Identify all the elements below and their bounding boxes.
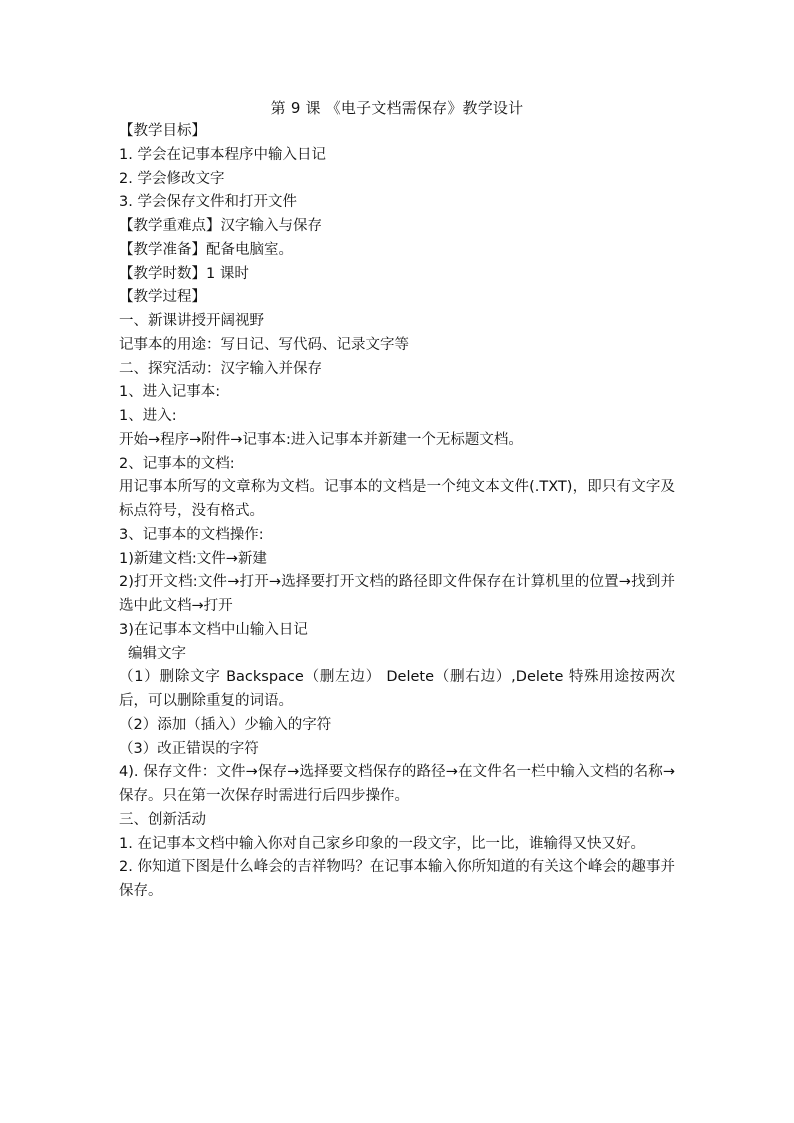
activity-item: 1. 在记事本文档中输入你对自己家乡印象的一段文字，比一比，谁输得又快又好。 <box>119 835 645 852</box>
step-heading: 1、进入: <box>119 408 177 424</box>
part-heading: 二、探究活动：汉字输入并保存 <box>119 360 322 377</box>
step-heading: 1、进入记事本: <box>119 384 221 401</box>
section-heading: 【教学目标】 <box>119 123 206 139</box>
edit-item: （3）改正错误的字符 <box>119 740 259 757</box>
paragraph: 开始→程序→附件→记事本:进入记事本并新建一个无标题文档。 <box>119 431 523 448</box>
document-title: 第 9 课 《电子文档需保存》教学设计 <box>270 99 524 117</box>
section-heading: 【教学过程】 <box>119 289 206 306</box>
edit-item: （2）添加（插入）少输入的字符 <box>119 716 332 733</box>
part-heading: 一、新课讲授开阔视野 <box>119 313 264 329</box>
goal-item: 2. 学会修改文字 <box>119 170 225 187</box>
sub-heading: 编辑文字 <box>128 645 186 662</box>
paragraph: 记事本的用途：写日记、写代码、记录文字等 <box>119 336 409 353</box>
teaching-preparation: 【教学准备】配备电脑室。 <box>119 241 293 258</box>
edit-item: （1）删除文字 Backspace（删左边） Delete（删右边）,Delete 特殊用途按两次后，可以删除重复的词语。 <box>119 669 675 709</box>
paragraph: 用记事本所写的文章称为文档。记事本的文档是一个纯文本文件(.TXT)，即只有文字及标点符号，没有格式。 <box>119 479 675 519</box>
operation-item: 3)在记事本文档中山输入日记 <box>119 621 308 638</box>
step-heading: 3、记事本的文档操作: <box>119 526 264 543</box>
key-difficulty: 【教学重难点】汉字输入与保存 <box>119 218 322 234</box>
activity-item: 2. 你知道下图是什么峰会的吉祥物吗？在记事本输入你所知道的有关这个峰会的趣事并保存。 <box>119 859 675 899</box>
operation-item: 2)打开文档:文件→打开→选择要打开文档的路径即文件保存在计算机里的位置→找到并选中此文档→打开 <box>119 574 675 614</box>
goal-item: 1. 学会在记事本程序中输入日记 <box>119 146 326 163</box>
document-body <box>119 120 675 904</box>
teaching-hours: 【教学时数】1 课时 <box>119 265 249 282</box>
goal-item: 3. 学会保存文件和打开文件 <box>119 194 297 211</box>
step-heading: 2、记事本的文档: <box>119 455 235 472</box>
operation-item: 1)新建文档:文件→新建 <box>119 550 267 567</box>
part-heading: 三、创新活动 <box>119 811 206 828</box>
operation-item: 4). 保存文件：文件→保存→选择要文档保存的路径→在文件名一栏中输入文档的名称→保存。只在第一次保存时需进行后四步操作。 <box>119 764 675 804</box>
